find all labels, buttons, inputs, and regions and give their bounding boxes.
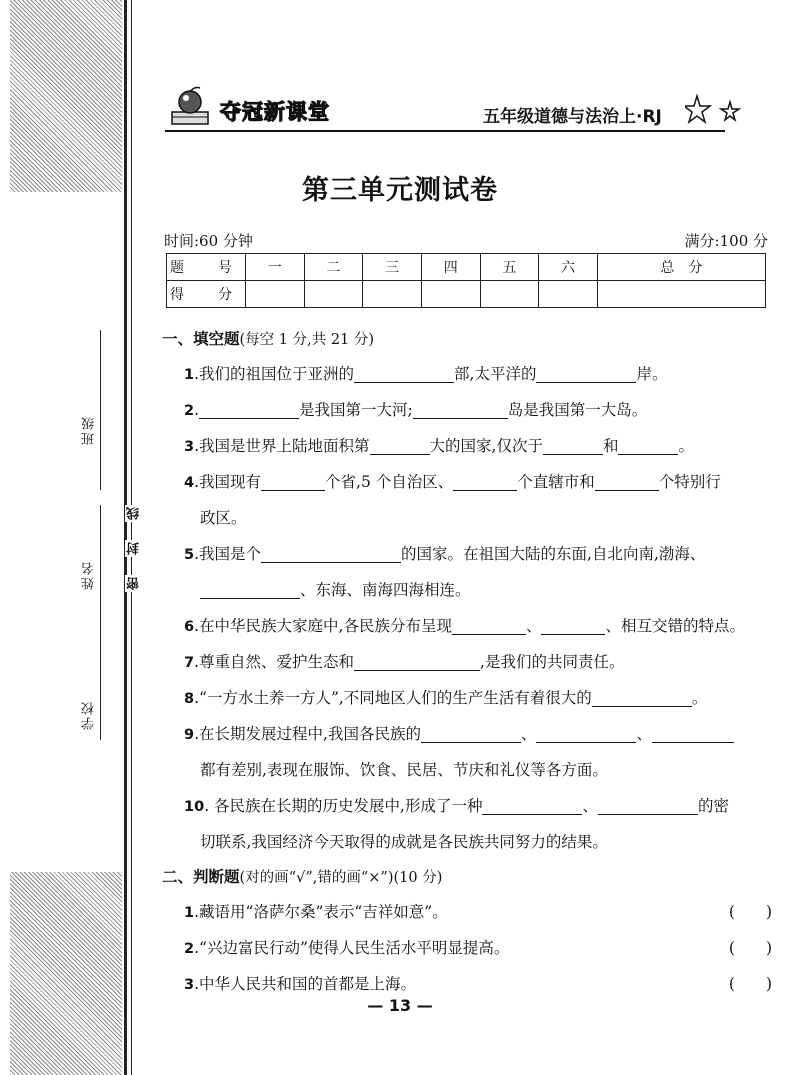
score-cell-5: 五: [480, 254, 539, 281]
name-underline: [100, 505, 101, 620]
blank-4-3[interactable]: [595, 472, 659, 491]
blank-9-1[interactable]: [421, 724, 521, 743]
question-6: 6.在中华民族大家庭中,各民族分布呈现 、 、相互交错的特点。: [184, 617, 745, 635]
judge-item-3: 3.中华人民共和国的首都是上海。 ( ): [162, 966, 772, 1002]
name-label: 姓名: [82, 560, 97, 590]
blank-8-1[interactable]: [592, 688, 692, 707]
decorative-stars-icon: [685, 92, 755, 132]
question-3: 3.我国是世界上陆地面积第 大的国家,仅次于 和 。: [184, 437, 694, 455]
blank-9-2[interactable]: [536, 724, 636, 743]
question-5-cont: 、东海、南海四海相连。: [162, 572, 772, 608]
score-cell-1: 一: [246, 254, 305, 281]
score-cell-3: 三: [363, 254, 422, 281]
course-label: 五年级道德与法治上·RJ: [483, 107, 662, 127]
question-1: 1.我们的祖国位于亚洲的 部,太平洋的 岸。: [184, 365, 668, 383]
blank-4-2[interactable]: [453, 472, 517, 491]
question-8: 8.“一方水土养一方人”,不同地区人们的生产生活有着很大的 。: [184, 689, 708, 707]
score-cell-6: 六: [539, 254, 598, 281]
score-input-6[interactable]: [539, 281, 598, 308]
question-2: 2. 是我国第一大河; 岛是我国第一大岛。: [184, 401, 648, 419]
section-1-note: (每空 1 分,共 21 分): [239, 332, 375, 348]
blank-6-1[interactable]: [452, 616, 526, 635]
class-underline: [100, 330, 101, 490]
judge-item-2: 2.“兴边富民行动”使得人民生活水平明显提高。 ( ): [162, 930, 772, 966]
blank-1-2[interactable]: [536, 364, 636, 383]
section-1-heading: [162, 322, 772, 356]
score-row-label: 得 分: [167, 281, 246, 308]
blank-7-1[interactable]: [354, 652, 480, 671]
blank-10-2[interactable]: [598, 796, 698, 815]
question-10-cont: 切联系,我国经济今天取得的成就是各民族共同努力的结果。: [200, 833, 608, 851]
school-label: 学校: [82, 700, 97, 730]
score-cell-label: 题 号: [167, 254, 246, 281]
question-content: [162, 322, 772, 1002]
school-underline: [100, 620, 101, 740]
score-input-1[interactable]: [246, 281, 305, 308]
blank-3-1[interactable]: [370, 436, 430, 455]
binding-line-thick: [124, 0, 127, 1075]
score-input-4[interactable]: [421, 281, 480, 308]
section-2-title: 二、判断题: [162, 867, 240, 886]
blank-2-1[interactable]: [199, 400, 299, 419]
answer-paren-3[interactable]: ( ): [728, 975, 772, 993]
binding-line-thin: [131, 0, 132, 1075]
blank-4-1[interactable]: [261, 472, 325, 491]
question-9-cont: 都有差别,表现在服饰、饮食、民居、节庆和礼仪等各方面。: [200, 761, 608, 779]
question-4-cont: 政区。: [200, 509, 247, 527]
margin-pattern-top: [10, 0, 122, 192]
time-limit: 时间:60 分钟: [164, 232, 253, 250]
seal-char-seal: 封: [127, 542, 142, 555]
score-cell-total: 总 分: [597, 254, 765, 281]
page-header: [165, 82, 770, 142]
blank-10-1[interactable]: [482, 796, 582, 815]
blank-9-3[interactable]: [652, 724, 734, 743]
section-1-title: 一、填空题: [162, 329, 240, 348]
score-cell-2: 二: [304, 254, 363, 281]
blank-1-1[interactable]: [354, 364, 454, 383]
blank-6-2[interactable]: [541, 616, 605, 635]
seal-char-secret: 密: [127, 577, 142, 590]
blank-3-3[interactable]: [618, 436, 678, 455]
margin-pattern-bottom: [10, 872, 122, 1075]
section-2-note: (对的画“√”,错的画“×”)(10 分): [239, 870, 443, 886]
header-rule: [165, 130, 725, 132]
question-4: 4.我国现有 个省,5 个自治区、 个直辖市和 个特别行: [184, 473, 721, 491]
answer-paren-2[interactable]: ( ): [728, 939, 772, 957]
answer-paren-1[interactable]: ( ): [728, 903, 772, 921]
full-score: 满分:100 分: [684, 232, 768, 250]
question-7: 7.尊重自然、爱护生态和 ,是我们的共同责任。: [184, 653, 625, 671]
brand-name: 夺冠新课堂: [220, 100, 330, 124]
score-cell-4: 四: [421, 254, 480, 281]
question-10: 10. 各民族在长期的历史发展中,形成了一种 、 的密: [184, 797, 730, 815]
score-table: [166, 253, 766, 308]
judge-item-1: 1.藏语用“洛萨尔桑”表示“吉祥如意”。 ( ): [162, 894, 772, 930]
blank-2-2[interactable]: [413, 400, 508, 419]
apple-book-logo-icon: [170, 86, 212, 128]
class-label: 班级: [82, 415, 97, 445]
section-2-heading: [162, 860, 772, 894]
question-9: 9.在长期发展过程中,我国各民族的 、 、: [162, 716, 772, 752]
score-table-score-row: [167, 281, 766, 308]
blank-5-1[interactable]: [261, 544, 401, 563]
blank-5-2[interactable]: [200, 580, 300, 599]
score-input-total[interactable]: [597, 281, 765, 308]
seal-char-line: 线: [127, 507, 142, 520]
question-5: 5.我国是个 的国家。在祖国大陆的东面,自北向南,渤海、: [184, 545, 706, 563]
page-title: 第三单元测试卷: [302, 175, 498, 206]
score-table-header-row: [167, 254, 766, 281]
score-input-3[interactable]: [363, 281, 422, 308]
score-input-5[interactable]: [480, 281, 539, 308]
score-input-2[interactable]: [304, 281, 363, 308]
blank-3-2[interactable]: [543, 436, 603, 455]
page-number: — 13 —: [367, 996, 433, 1015]
